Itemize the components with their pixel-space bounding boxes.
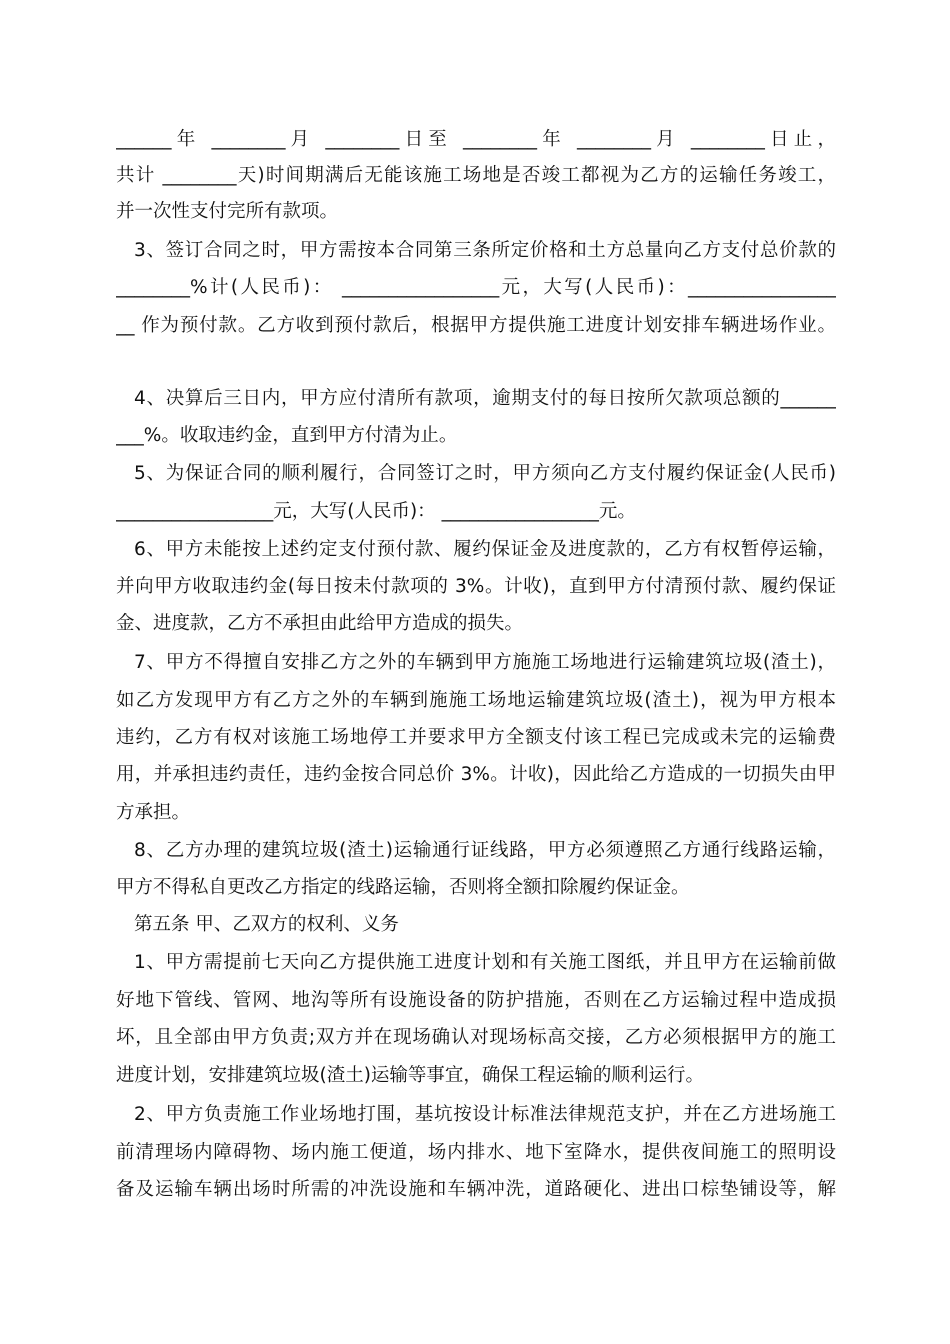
- text-line: 前清理场内障碍物、场内施工便道，场内排水、地下室降水，提供夜间施工的照明设: [116, 1142, 836, 1163]
- clause-8-line: 8、乙方办理的建筑垃圾(渣土)运输通行证线路，甲方必须遵照乙方通行线路运输，: [134, 840, 836, 861]
- text-line: 方承担。: [116, 802, 191, 823]
- text-line: 如乙方发现甲方有乙方之外的车辆到施施工场地运输建筑垃圾(渣土)，视为甲方根本: [116, 690, 836, 711]
- text-line: 甲方不得私自更改乙方指定的线路运输，否则将全额扣除履约保证金。: [116, 877, 690, 898]
- clause-7-line: 7、甲方不得擅自安排乙方之外的车辆到甲方施施工场地进行运输建筑垃圾(渣土)，: [134, 652, 836, 673]
- text-line: 进度计划，安排建筑垃圾(渣土)运输等事宜，确保工程运输的顺利运行。: [116, 1065, 704, 1086]
- text-line: _________________元，大写(人民币)： _________________元。: [116, 501, 636, 522]
- text-line: ________%计(人民币)： _________________元，大写(人民币)：________________: [116, 277, 836, 298]
- text-line: __ 作为预付款。乙方收到预付款后，根据甲方提供施工进度计划安排车辆进场作业。: [116, 315, 836, 336]
- clause-5-2-line: 2、甲方负责施工作业场地打围，基坑按设计标准法律规范支护，并在乙方进场施工: [134, 1104, 836, 1125]
- text-line: 违约，乙方有权对该施工场地停工并要求甲方全额支付该工程已完成或未完的运输费: [116, 727, 836, 748]
- text-line: 备及运输车辆出场时所需的冲洗设施和车辆冲洗，道路硬化、进出口棕垫铺设等，解: [116, 1179, 836, 1200]
- clause-5-line: 5、为保证合同的顺利履行，合同签订之时，甲方须向乙方支付履约保证金(人民币): [134, 463, 836, 484]
- clause-4-line: 4、决算后三日内，甲方应付清所有款项，逾期支付的每日按所欠款项总额的______: [134, 388, 836, 409]
- clause-5-1-line: 1、甲方需提前七天向乙方提供施工进度计划和有关施工图纸，并且甲方在运输前做: [134, 952, 836, 973]
- text-line: 好地下管线、管网、地沟等所有设施设备的防护措施，否则在乙方运输过程中造成损: [116, 990, 836, 1011]
- text-line: 金、进度款，乙方不承担由此给甲方造成的损失。: [116, 613, 524, 634]
- text-line: ___%。收取违约金，直到甲方付清为止。: [116, 425, 458, 446]
- text-line-date-range: ______年 ________月 ________日至 ________年 ________月 ________日止，: [116, 129, 836, 150]
- text-line: 并向甲方收取违约金(每日按未付款项的 3%。计收)，直到甲方付清预付款、履约保证: [116, 576, 836, 597]
- text-line: 用，并承担违约责任，违约金按合同总价 3%。计收)，因此给乙方造成的一切损失由甲: [116, 764, 836, 785]
- section-heading: 第五条 甲、乙双方的权利、义务: [134, 914, 399, 935]
- clause-6-line: 6、甲方未能按上述约定支付预付款、履约保证金及进度款的，乙方有权暂停运输，: [134, 539, 836, 560]
- clause-3-line: 3、签订合同之时，甲方需按本合同第三条所定价格和土方总量向乙方支付总价款的: [134, 240, 836, 261]
- text-line: 并一次性支付完所有款项。: [116, 201, 339, 222]
- text-line: 坏，且全部由甲方负责;双方并在现场确认对现场标高交接，乙方必须根据甲方的施工: [116, 1027, 836, 1048]
- text-line: 共计 ________天)时间期满后无能该施工场地是否竣工都视为乙方的运输任务竣工，: [116, 165, 836, 186]
